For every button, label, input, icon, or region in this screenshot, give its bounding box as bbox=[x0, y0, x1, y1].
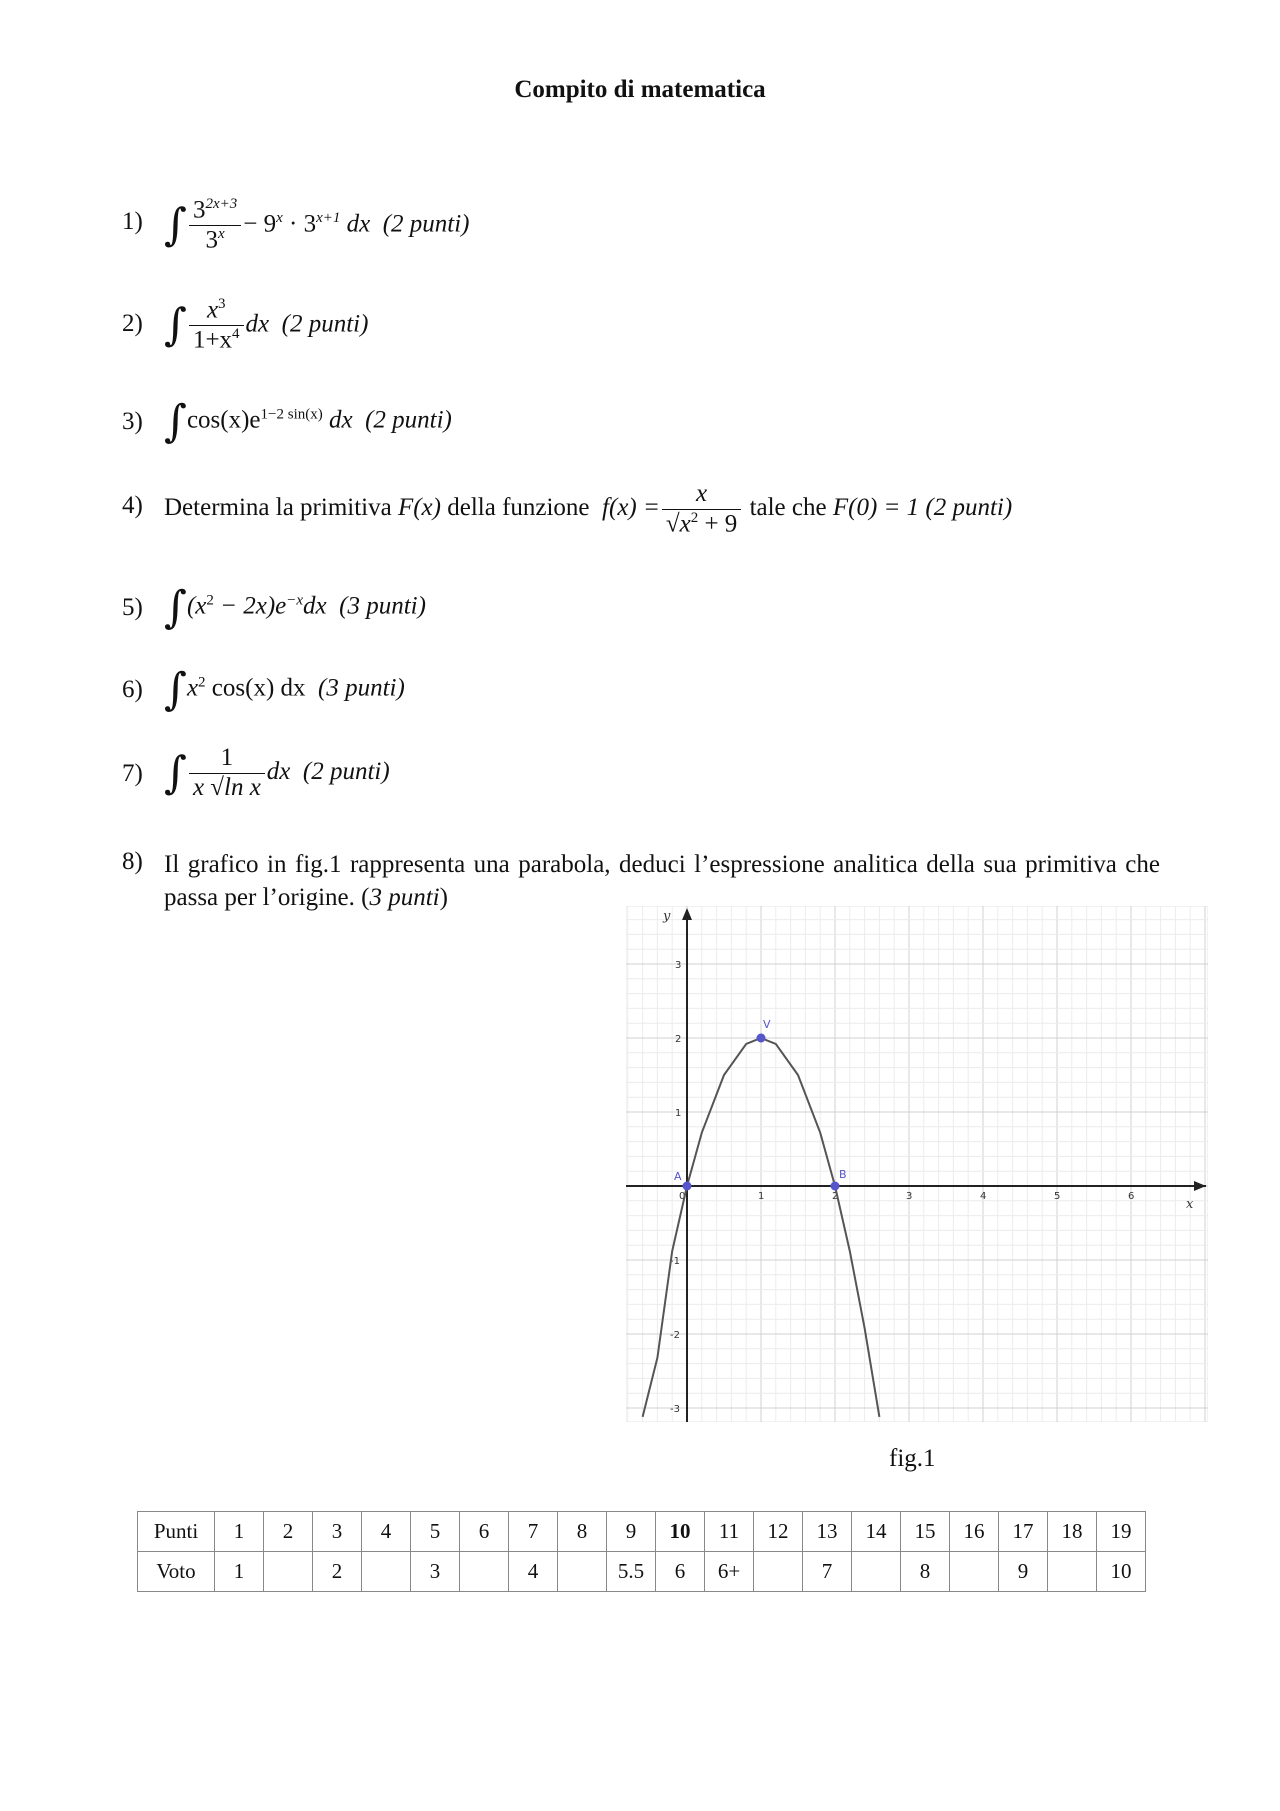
point-label: B bbox=[839, 1168, 847, 1181]
table-cell-points: 13 bbox=[803, 1512, 852, 1552]
integral-sign-icon: ∫ bbox=[164, 747, 187, 799]
x-tick-label: 0 bbox=[679, 1191, 686, 1202]
y-tick-label: 3 bbox=[675, 960, 682, 971]
grade-table bbox=[137, 1511, 1146, 1592]
table-cell-points: 9 bbox=[607, 1512, 656, 1552]
integral-sign-icon: ∫ bbox=[164, 582, 187, 633]
table-cell-grade bbox=[264, 1552, 313, 1592]
exercise-number: 1) bbox=[122, 208, 143, 235]
point-a bbox=[683, 1182, 692, 1191]
y-axis-label: y bbox=[663, 909, 671, 924]
table-cell-points: 8 bbox=[558, 1512, 607, 1552]
fraction-numerator: x bbox=[696, 480, 708, 507]
x-tick-label: 2 bbox=[832, 1191, 839, 1202]
x-tick-label: 3 bbox=[906, 1191, 913, 1202]
table-cell-grade: 7 bbox=[803, 1552, 852, 1592]
fraction bbox=[189, 744, 265, 803]
table-cell-grade: 1 bbox=[215, 1552, 264, 1592]
table-cell-points: 5 bbox=[411, 1512, 460, 1552]
x-tick-label: 1 bbox=[758, 1191, 765, 1202]
exercise-3-expression: $\int\cos(x)e^{1-2 sin(x)}$ dx (2 punti) bbox=[164, 396, 452, 447]
points-label: 3 punti bbox=[369, 884, 440, 911]
points-label: (3 punti) bbox=[318, 674, 405, 702]
table-cell-grade bbox=[754, 1552, 803, 1592]
table-cell-grade: 6+ bbox=[705, 1552, 754, 1592]
table-cell-grade bbox=[852, 1552, 901, 1592]
table-cell-points: 17 bbox=[999, 1512, 1048, 1552]
integral-sign-icon: ∫ bbox=[164, 396, 187, 447]
table-cell-grade bbox=[460, 1552, 509, 1592]
table-header-cell: Voto bbox=[138, 1552, 215, 1592]
table-cell-points: 11 bbox=[705, 1512, 754, 1552]
table-cell-grade: 8 bbox=[901, 1552, 950, 1592]
table-cell-points: 6 bbox=[460, 1512, 509, 1552]
integral-sign-icon: ∫ bbox=[164, 299, 187, 351]
table-cell-grade bbox=[558, 1552, 607, 1592]
parabola-graph bbox=[626, 906, 1208, 1422]
y-tick-label: -2 bbox=[670, 1330, 680, 1341]
y-tick-label: 1 bbox=[675, 1108, 682, 1119]
exercise-number: 6) bbox=[122, 676, 143, 703]
point-v bbox=[757, 1034, 766, 1043]
table-cell-grade: 9 bbox=[999, 1552, 1048, 1592]
exercise-5-expression: $\int(x^2 - 2x)e^{-x}dx$ (3 punti) bbox=[164, 582, 426, 633]
fraction-denominator: x √ln x bbox=[189, 773, 265, 803]
table-cell-points: 19 bbox=[1097, 1512, 1146, 1552]
x-tick-label: 4 bbox=[980, 1191, 987, 1202]
exercise-number: 4) bbox=[122, 492, 143, 519]
page-title: Compito di matematica bbox=[514, 76, 766, 103]
fraction bbox=[662, 480, 741, 539]
exercise-number: 7) bbox=[122, 760, 143, 787]
fraction bbox=[189, 196, 241, 255]
x-tick-label: 5 bbox=[1054, 1191, 1061, 1202]
exercise-6-expression: $\int x^2$ cos(x) dx (3 punti) bbox=[164, 664, 405, 715]
table-cell-points: 2 bbox=[264, 1512, 313, 1552]
table-cell-grade bbox=[362, 1552, 411, 1592]
fraction-numerator: $3^{2x+3}$ bbox=[192, 196, 238, 224]
exercise-8-text: Il grafico in fig.1 rappresenta una parabola, deduci l’espressione analitica della sua primitiva che passa per l’origine. (3 punti) bbox=[164, 851, 1160, 911]
table-cell-points: 10 bbox=[656, 1512, 705, 1552]
point-b bbox=[831, 1182, 840, 1191]
fraction-denominator: $1+x^4$ bbox=[189, 325, 244, 355]
table-cell-grade: 2 bbox=[313, 1552, 362, 1592]
table-cell-points: 1 bbox=[215, 1512, 264, 1552]
table-row-grades bbox=[138, 1552, 1146, 1592]
table-cell-points: 16 bbox=[950, 1512, 999, 1552]
table-cell-grade bbox=[1048, 1552, 1097, 1592]
figure-caption: fig.1 bbox=[889, 1445, 936, 1472]
exercise-number: 3) bbox=[122, 408, 143, 435]
points-label: (2 punti) bbox=[302, 757, 390, 785]
exercise-7-expression: ∫ $\frac{1}{\text{x √ln x}}$ dx (2 punti) bbox=[164, 744, 390, 801]
exercise-1-expression: ∫ $\frac{3^{2x+3}}{3^x}$ − $9^x \cdot 3^{x+1}$ dx (2 punti) bbox=[164, 196, 470, 254]
points-label: (2 punti) bbox=[382, 210, 470, 238]
x-tick-label: 6 bbox=[1128, 1191, 1135, 1202]
points-label: (3 punti) bbox=[339, 592, 426, 620]
table-cell-points: 7 bbox=[509, 1512, 558, 1552]
fraction-denominator: 3$^x$ bbox=[189, 225, 241, 255]
table-header-cell: Punti bbox=[138, 1512, 215, 1552]
exercise-number: 8) bbox=[122, 848, 143, 875]
graph-background bbox=[626, 906, 1208, 1422]
table-row-points bbox=[138, 1512, 1146, 1552]
fraction-denominator: $√x^2 + 9$ bbox=[662, 509, 741, 539]
table-cell-grade: 3 bbox=[411, 1552, 460, 1592]
y-tick-label: 2 bbox=[675, 1034, 682, 1045]
fraction-numerator: 1 bbox=[220, 744, 234, 771]
exercise-number: 2) bbox=[122, 310, 143, 337]
points-label: (2 punti) bbox=[281, 310, 369, 338]
point-label: A bbox=[674, 1170, 682, 1183]
fraction bbox=[189, 296, 244, 355]
points-label: (2 punti) bbox=[925, 494, 1013, 522]
table-cell-points: 18 bbox=[1048, 1512, 1097, 1552]
table-cell-points: 14 bbox=[852, 1512, 901, 1552]
table-cell-grade bbox=[950, 1552, 999, 1592]
point-label: V bbox=[763, 1018, 771, 1031]
integral-sign-icon: ∫ bbox=[164, 199, 187, 251]
x-axis-label: x bbox=[1186, 1197, 1194, 1212]
table-cell-points: 4 bbox=[362, 1512, 411, 1552]
exercise-4-expression: Determina la primitiva F(x) della funzione f(x) = $\frac{x}{√x^2 + 9}$ tale che F(0) = 1 (2 punti) bbox=[164, 480, 1013, 538]
exercise-2-expression: ∫ $\frac{x^3}{1+x^4}$ dx (2 punti) bbox=[164, 296, 369, 354]
fraction-numerator: $x^3$ bbox=[206, 296, 226, 324]
integral-sign-icon: ∫ bbox=[164, 664, 187, 715]
table-cell-grade: 6 bbox=[656, 1552, 705, 1592]
table-cell-points: 3 bbox=[313, 1512, 362, 1552]
table-cell-points: 12 bbox=[754, 1512, 803, 1552]
table-cell-points: 15 bbox=[901, 1512, 950, 1552]
y-tick-label: -1 bbox=[670, 1256, 680, 1267]
table-cell-grade: 4 bbox=[509, 1552, 558, 1592]
exercise-number: 5) bbox=[122, 594, 143, 621]
y-tick-label: -3 bbox=[670, 1404, 680, 1415]
table-cell-grade: 5.5 bbox=[607, 1552, 656, 1592]
points-label: (2 punti) bbox=[365, 406, 452, 434]
table-cell-grade: 10 bbox=[1097, 1552, 1146, 1592]
